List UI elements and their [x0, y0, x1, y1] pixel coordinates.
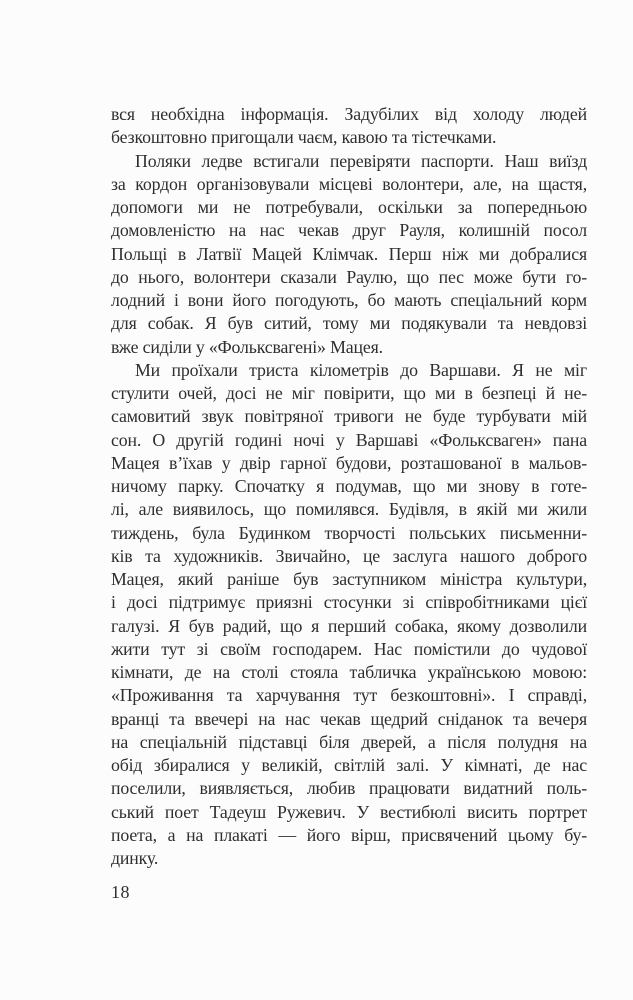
- text-line: обід збиралися у великій, світлій залі. У кімнаті, де нас: [111, 755, 587, 775]
- text-line: ський поет Тадеуш Ружевич. У вестибюлі висить портрет: [111, 801, 587, 822]
- text-line: домовленістю на нас чекав друг Рауля, колишній посол: [111, 220, 587, 241]
- text-line: безкоштовно пригощали чаєм, кавою та тістечками.: [111, 127, 497, 148]
- text-line: для собак. Я був ситий, тому ми подякували та невдовзі: [111, 313, 587, 334]
- text-line: галузі. Я був радий, що я перший собака, якому дозволили: [111, 615, 587, 636]
- text-line: вже сиділи у «Фольксвагені» Мацея.: [111, 336, 383, 357]
- paragraph: [111, 150, 587, 359]
- page-number: 18: [111, 882, 130, 902]
- text-line: вся необхідна інформація. Задубілих від холоду людей: [111, 104, 587, 124]
- text-line: «Проживання та харчування тут безкоштовні». І справді,: [111, 685, 587, 706]
- text-line: вранці та ввечері на нас чекав щедрий сніданок та вечеря: [111, 708, 587, 729]
- text-line: Ми проїхали триста кілометрів до Варшави. Я не міг: [135, 359, 587, 380]
- text-line: ків та художників. Звичайно, це заслуга нашого доброго: [111, 545, 587, 566]
- text-line: сон. О другій годині ночі у Варшаві «Фольксваген» пана: [111, 429, 587, 450]
- text-line: на спеціальній підставці біля дверей, а після полудня на: [111, 731, 587, 752]
- text-line: самовитий звук повітряної тривоги не буде турбувати мій: [111, 406, 587, 427]
- text-line: поета, а на плакаті — його вірш, присвячений цьому бу-: [111, 824, 587, 845]
- text-line: до нього, волонтери сказали Раулю, що пес може бути го-: [111, 266, 587, 287]
- text-line: і досі підтримує приязні стосунки зі співробітниками цієї: [111, 592, 587, 613]
- text-line: динку.: [111, 848, 159, 868]
- text-line: лодний і вони його погодують, бо мають спеціальний корм: [111, 290, 587, 310]
- text-line: Мацея, який раніше був заступником міністра культури,: [111, 569, 587, 589]
- text-line: Мацея в’їхав у двір гарної будови, розташованої в мальов-: [111, 452, 587, 473]
- text-line: ничому парку. Спочатку я подумав, що ми знову в готе-: [111, 476, 587, 496]
- text-line: за кордон організовували місцеві волонтери, але, на щастя,: [111, 173, 587, 194]
- text-block: [111, 103, 587, 870]
- text-line: поселили, виявляється, любив працювати видатний поль-: [111, 778, 587, 799]
- paragraph: [111, 103, 587, 150]
- text-line: Поляки ледве встигали перевіряти паспорти. Наш виїзд: [135, 150, 587, 171]
- text-line: лі, але виявилось, що помилявся. Будівля, в якій ми жили: [111, 499, 587, 520]
- text-line: жити тут зі своїм господарем. Нас помістили до чудової: [111, 638, 587, 659]
- text-line: допомоги ми не потребували, оскільки за попередньою: [111, 197, 587, 217]
- text-line: Польщі в Латвії Мацей Клімчак. Перш ніж ми добралися: [111, 243, 587, 264]
- text-line: стулити очей, досі не міг повірити, що ми в безпеці й не-: [111, 383, 587, 403]
- text-line: кімнати, де на столі стояла табличка українською мовою:: [111, 662, 587, 682]
- paragraph: [111, 359, 587, 871]
- text-line: тиждень, була Будинком творчості польських письменни-: [111, 522, 587, 543]
